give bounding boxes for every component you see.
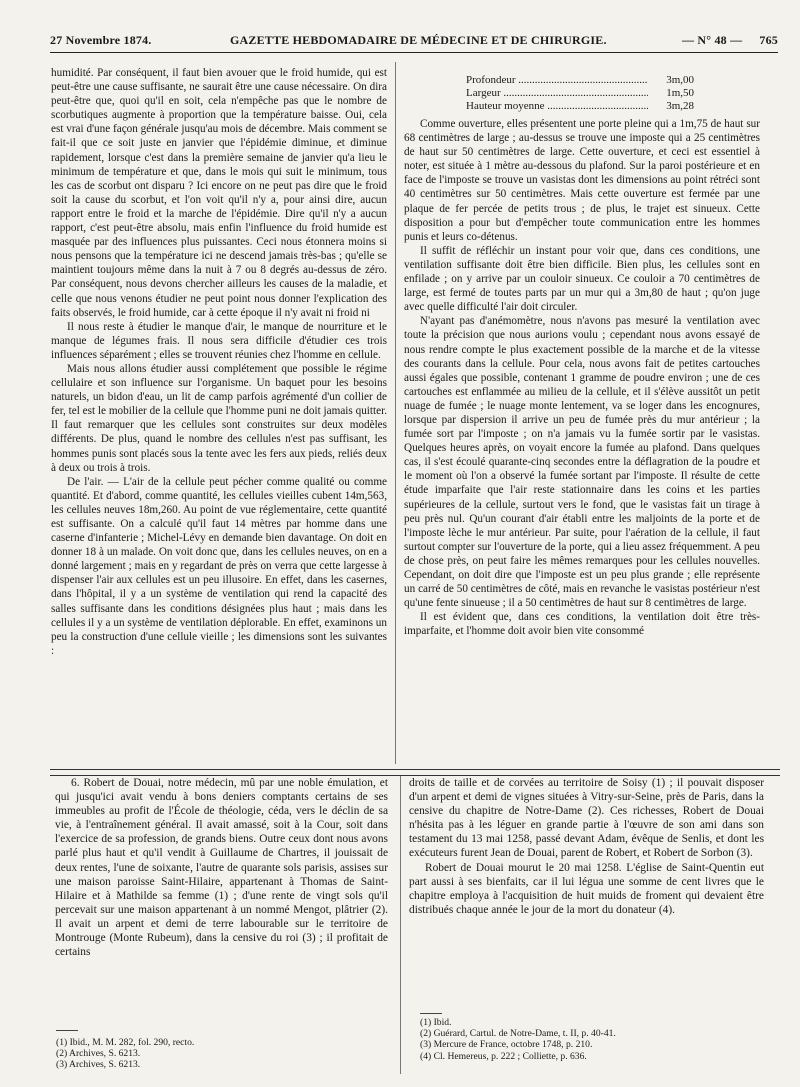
journal-title: GAZETTE HEBDOMADAIRE DE MÉDECINE ET DE CHIRURGIE. — [230, 33, 607, 47]
feuilleton-right — [409, 776, 764, 1012]
paragraph: droits de taille et de corvées au territoire de Soisy (1) ; il pouvait disposer d'un arpent et demi de vignes situées à Vitry-sur-Seine, près de Paris, dans la censive du chapitre de Notre-Dame (2). Ces richesses, Robert de Douai n'hésita pas à les léguer en grande partie à l'œuvre de son ami dans son testament du 13 mai 1258, passé devant Adam, évêque de Senlis, et dont les exécuteurs furent Jean de Douai, parent de Robert, et Robert de Sorbon (3). — [409, 777, 764, 860]
dimensions-table — [466, 74, 694, 113]
dimension-label: Largeur ..... — [466, 87, 648, 100]
left-column — [51, 66, 387, 766]
dimension-row — [466, 74, 694, 87]
dimension-label: Hauteur moyenne ..... — [466, 100, 648, 113]
right-column — [404, 74, 760, 774]
footnote: (1) Ibid., M. M. 282, fol. 290, recto. — [56, 1037, 195, 1048]
section-separator — [50, 769, 780, 776]
footnote: (2) Guérard, Cartul. de Notre-Dame, t. II, p. 40-41. — [420, 1028, 616, 1040]
footnote: (3) Mercure de France, octobre 1748, p. 210. — [420, 1039, 593, 1051]
footnotes-left — [56, 1037, 386, 1071]
footnote-rule — [56, 1030, 78, 1031]
dimension-value: 3m,28 — [666, 100, 694, 112]
header-date: 27 Novembre 1874. — [50, 33, 152, 47]
paragraph: Comme ouverture, elles présentent une porte pleine qui a 1m,75 de haut sur 68 centimètres de large ; au-dessus se trouve une imposte qui a 25 centimètres de haut sur 50 centimètres de large. Cette ouverture, et ceci est essentiel à noter, est située à 1 mètre au-dessous du plafond. Sur la paroi postérieure et en face de l'imposte se trouve un vasistas dont les dimensions au point rétréci sont 40 centimètres sur 50 centimètres. Mais cette ouverture est fermée par une plaque de fer percée de petits trous ; de plus, le trajet est sinueux. Cette disposition a pour but d'empêcher toute communication entre les hommes punis et leurs co-détenus. — [404, 118, 760, 243]
footnote-rule — [420, 1013, 442, 1014]
paragraph: Mais nous allons étudier aussi complétement que possible le régime cellulaire et son influence sur l'organisme. Un baquet pour les besoins naturels, un bidon d'eau, un lit de camp parfois agrémenté d'un collier de fer, tel est le mobilier de la cellule que l'homme puni ne doit jamais quitter. Il faut remarquer que les cellules sont construites sur deux modèles différents. De plus, quand le nombre des cellules n'est pas suffisant, les hommes punis sont placés sous la tente avec les fers aux pieds, reliés deux à deux ou trois à trois. — [51, 362, 387, 474]
paragraph: Il nous reste à étudier le manque d'air, le manque de nourriture et le manque de légumes frais. Il nous sera difficile d'étudier ces trois influences séparément ; elles se trouvent réunies chez l'homme en cellule. — [51, 320, 387, 361]
paragraph: Robert de Douai mourut le 20 mai 1258. L'église de Saint-Quentin eut part aussi à ses bienfaits, car il lui légua une somme de cent livres que le chapitre employa à l'acquisition de huit muids de froment qui devaient être distribués chaque année le jour de la mort du donateur (4). — [409, 861, 764, 916]
dimension-value: 3m,00 — [666, 74, 694, 86]
dimension-row — [466, 100, 694, 113]
column-divider — [395, 62, 396, 764]
footnote: (4) Cl. Hemereus, p. 222 ; Colliette, p. 636. — [420, 1050, 587, 1062]
column-divider — [400, 776, 401, 1074]
footnote: (3) Archives, S. 6213. — [56, 1059, 141, 1071]
footnotes-right — [420, 1017, 760, 1062]
paragraph: Il suffit de réfléchir un instant pour voir que, dans ces conditions, une ventilation suffisante doit être bien difficile. Bien plus, les cellules sont en enfilade ; on y arrive par un couloir sinueux. Ce couloir a 70 centimètres de large, est fermé de toutes parts par un mur qui a 3m,80 de haut ; qu'on juge avec quelle difficulté l'air doit circuler. — [404, 244, 760, 314]
paragraph: humidité. Par conséquent, il faut bien avouer que le froid humide, qui est peut-être une cause suffisante, ne saurait être une cause nécessaire. On dira peut-être que, quoi qu'il en soit, cela n'empêche pas que le nombre de scorbutiques augmente à proportion que la température baisse. Oui, cela est vrai d'une façon générale jusqu'au mois de décembre. Mais comment se fait-il que ce soit juste en janvier que l'épidémie diminue, et diminue rapidement, lorsque c'est dans la première semaine de janvier qu'a lieu le minimum de température et que, dans le mois qui suit le minimum, tous les cas de scorbut ont disparu ? Ici encore on ne peut pas dire que le froid soit la cause du scorbut, et l'on voit qu'il n'y a, pour ainsi dire, aucun rapport entre le froid et la marche de l'épidémie. Dire qu'il n'y a aucun rapport, c'est peut-être absolu, mais enfin l'influence du froid humide est masquée par des influences plus puissantes. Ceci nous étonnera moins si nous pensons que la température ici ne descend jamais très-bas ; qu'elle se maintient toujours même dans la nuit à 7 ou 8 degrés au-dessus de zéro. Par conséquent, nous devons chercher ailleurs les causes de la maladie, et celle que nous venons étudier ne peut point nous donner l'explication des faits observés, le froid humide, car à cette époque il n'y avait ni froid ni — [51, 67, 387, 319]
dimension-row — [466, 87, 694, 100]
paragraph: 6. Robert de Douai, notre médecin, mû par une noble émulation, et qui jusqu'ici avait vendu à bons deniers comptants certains de ses immeubles au profit de l'École de théologie, céda, vers le déclin de sa vie, à l'entraînement général. Il avait amassé, soit à la Cour, soit dans l'exercice de sa profession, de grands biens. Outre ceux dont nous avons parlé plus haut et qu'il vendit à Guillaume de Chartres, il jouissait de deux rentes, l'une de soixante, l'autre de quarante sols parisis, assises sur une maison paroisse Saint-Hilaire, appartenant à Thomas de Saint-Hilaire et à Mathilde sa femme (1) ; d'une rente de vingt sols qu'il percevait sur une maison appartenant à un nommé Mengot, plâtrier (2). Il avait un arpent et demi de terre labourable sur le territoire de Montrouge (Monte Rubeum), dans la censive du roi (3) ; il profitait de certains — [55, 777, 388, 959]
paragraph: N'ayant pas d'anémomètre, nous n'avons pas mesuré la ventilation avec toute la précision que nous aurions voulu ; cependant nous avons essayé de nous rendre compte le plus exactement possible de la marche et de la vitesse des courants dans la cellule. Pour cela, nous avons fait de petites cartouches aussi égales que possible, contenant 1 gramme de poudre environ ; une de ces cartouches est enflammée au milieu de la cellule, et il s'élève aussitôt un petit nuage de fumée ; le nuage monte lentement, va se loger dans les encognures, lorsque par dispersion il arrive un peu de fumée près du mur antérieur ; la fumée sort par l'imposte ; on n'a jamais vu la fumée sortir par le vasistas. Quelques heures après, on voyait encore la fumée au plafond. Dans quelques cas, il s'est écoulé quarante-cinq secondes entre la déflagration de la poudre et le moment où l'on a observé la fumée sortant par l'imposte. Il résulte de cette étude imparfaite que l'air reste stationnaire dans les coins et les parties supérieures de la cellule, surtout vers le fond, que le vasistas fait un tirage à peu près nul. Qu'un courant d'air établi entre les maljoints de la porte et de l'imposte lèche le mur antérieur. Par suite, pour l'aération de la cellule, il faut surtout compter sur l'ouverture de la porte, qui a lieu assez fréquemment. A peu de chose près, on peut faire les mêmes remarques pour les cellules nouvelles. Cependant, on doit dire que l'imposte est un peu plus grande ; elle représente un carré de 50 centimètres de côté, mais en revanche le vasistas postérieur n'est qu'une fente sinueuse ; il a 50 centimètres de haut sur 8 centimètres de large. — [404, 315, 760, 610]
issue-number: — N° 48 — — [682, 33, 743, 47]
footnote: (1) Ibid. — [420, 1017, 452, 1028]
footnote: (2) Archives, S. 6213. — [56, 1048, 141, 1060]
dimension-label: Profondeur ..... — [466, 74, 648, 87]
feuilleton-left — [55, 776, 388, 1022]
paragraph: De l'air. — L'air de la cellule peut pécher comme qualité ou comme quantité. Et d'abord, comme quantité, les cellules vieilles cubent 14m,563, les cellules neuves 18m,260. Au point de vue réglementaire, cette quantité est suffisante. On a calculé qu'il faut 14 mètres par homme dans une caserne d'infanterie ; Michel-Lévy en demande bien davantage. On doit en donner 18 à un malade. On voit donc que, dans les cellules neuves, on en a donné largement ; mais en y regardant de près on verra que cette largesse à dispenser l'air aux cellules est un peu illusoire. En effet, dans les casernes, dans l'hôpital, il y a un système de ventilation qui rend la capacité des salles suffisante dans les conditions désignées plus haut ; mais dans les cellules il y a un système de ventilation déplorable. En effet, examinons un peu la construction d'une cellule vieille ; les dimensions sont les suivantes : — [51, 475, 387, 657]
page-number: 765 — [759, 33, 778, 47]
page-header — [50, 30, 778, 53]
paragraph: Il est évident que, dans ces conditions, la ventilation doit être très-imparfaite, et l'homme doit avoir bien vite consommé — [404, 611, 760, 638]
dimension-value: 1m,50 — [666, 87, 694, 99]
